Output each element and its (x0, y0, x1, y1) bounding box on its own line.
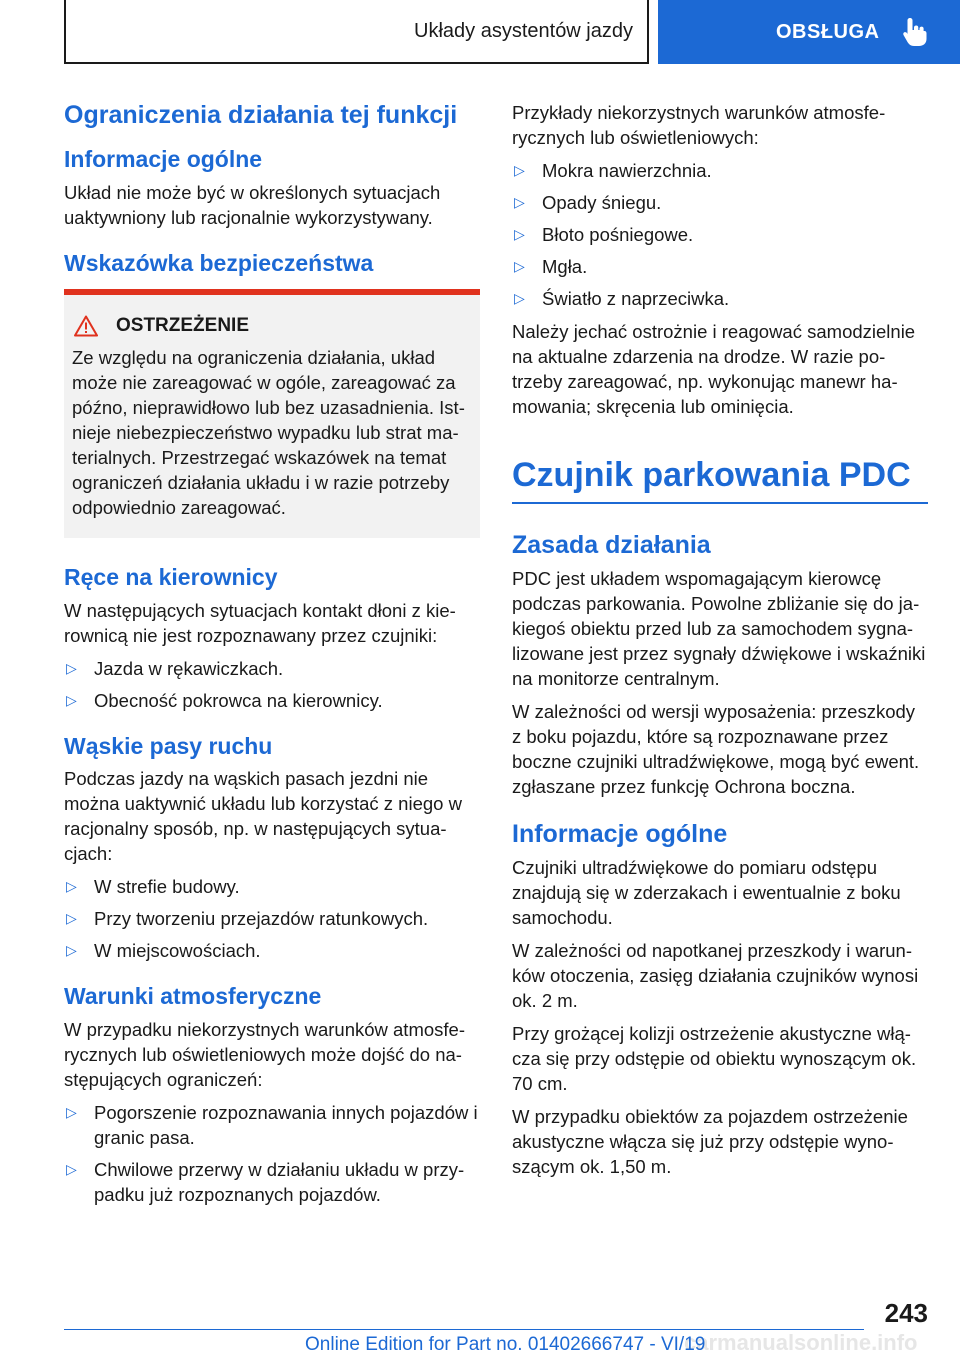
weather-examples-list (512, 158, 928, 311)
list-item: ▷ Mokra nawierzchnia. (514, 160, 712, 181)
list-item: ▷ Jazda w rękawiczkach. (66, 657, 284, 679)
bullet-triangle-icon: ▷ (66, 691, 77, 708)
page-number: 243 (884, 1298, 928, 1328)
subsection-title-pdc-general: Informacje ogólne (512, 819, 728, 848)
list-item: ▷ W strefie budowy. (66, 876, 240, 898)
chapter-title-pdc: Czujnik parkowania PDC (512, 456, 911, 494)
header-section-box (64, 0, 649, 64)
header-section-title: Układy asystentów jazdy (414, 19, 633, 42)
footer-edition: Online Edition for Part no. 01402666747 - VI/19 (305, 1334, 706, 1355)
narrow-lanes-text: Podczas jazdy na wąskich pasach jezdni nie można uaktywnić układu lub korzystać z niego w racjonalny sposób, np. w następujących sytuacjach: (64, 768, 462, 865)
weather-examples-intro: Przykłady niekorzystnych warunków atmosferycznych lub oświetleniowych: (512, 102, 886, 148)
subsection-title-narrow-lanes: Wąskie pasy ruchu (64, 732, 273, 759)
pdc-general-text-3: Przy grożącej kolizji ostrzeżenie akustyczne włącza się przy odstępie od obiektu wynoszącym ok. 70 cm. (512, 1022, 917, 1094)
left-column (64, 100, 480, 1215)
pdc-general-text-1: Czujniki ultradźwiękowe do pomiaru odstępu znajdują się w zderzakach i ewentualnie z boku samochodu. (512, 856, 901, 928)
principle-text-1: PDC jest układem wspomagającym kierowcę podczas parkowania. Powolne zbliżanie się do jakiegoś obiektu przed lub za samochodem sygnalizowane jest przez sygnały dźwiękowe i wskaźniki na monitorze centralnym. (512, 567, 926, 689)
header-chapter-title: OBSŁUGA (776, 20, 880, 43)
weather-advice-text: Należy jechać ostrożnie i reagować samodzielnie na aktualne zdarzenia na drodze. W razie potrzeby zareagować, np. wykonując manewr hamowania; skręcenia lub ominięcia. (512, 321, 916, 417)
right-column (512, 100, 928, 1187)
list-item: ▷ Światło z naprzeciwka. (514, 288, 730, 309)
bullet-triangle-icon: ▷ (66, 910, 77, 927)
list-item: ▷ Pogorszenie rozpoznawania innych pojazdów i granic pasa. (66, 1101, 478, 1148)
list-item: ▷ Błoto pośniegowe. (514, 224, 694, 245)
warning-header (72, 315, 472, 337)
warning-box (64, 289, 480, 538)
bullet-triangle-icon: ▷ (514, 258, 525, 274)
list-item: ▷ Obecność pokrowca na kierownicy. (66, 689, 383, 711)
list-item: ▷ Przy tworzeniu przejazdów ratunkowych. (66, 908, 429, 930)
list-item: ▷ Chwilowe przerwy w działaniu układu w przypadku już rozpoznanych pojazdów. (66, 1158, 465, 1205)
warning-text: Ze względu na ograniczenia działania, układ może nie zareagować w ogóle, zareagować za późno, nieprawidłowo lub bez uzasadnienia. Istnieje niebezpieczeństwo wypadku lub strat materialnych. Przestrzegać wskazówek na temat ograniczeń działania układu i w razie potrzeby odpowiednio zareagować. (72, 347, 465, 519)
narrow-lanes-list (64, 874, 480, 963)
bullet-triangle-icon: ▷ (514, 226, 525, 242)
header-chapter-tab[interactable] (658, 0, 960, 64)
watermark: carmanualsonline.info (684, 1330, 918, 1355)
chapter-title-rule (512, 502, 928, 504)
subsection-title-general: Informacje ogólne (64, 146, 263, 172)
general-info-text: Układ nie może być w określonych sytuacjach uaktywniony lub racjonalnie wykorzystywany. (64, 181, 441, 228)
bullet-triangle-icon: ▷ (514, 162, 525, 178)
pdc-general-text-4: W przypadku obiektów za pojazdem ostrzeżenie akustyczne włącza się już przy odstępie wynoszącym ok. 1,50 m. (512, 1105, 908, 1177)
hands-list (64, 656, 480, 713)
weather-text: W przypadku niekorzystnych warunków atmosferycznych lub oświetleniowych może dojść do następujących ograniczeń: (64, 1018, 465, 1090)
principle-text-2: W zależności od wersji wyposażenia: przeszkody z boku pojazdu, które są rozpoznawane przez boczne czujniki ultradźwiękowe, mogą być ewent. zgłaszane przez funkcję Ochrona boczna. (512, 700, 920, 797)
subsection-title-hands: Ręce na kierownicy (64, 564, 278, 591)
warning-title: OSTRZEŻENIE (116, 315, 250, 337)
hand-pointer-icon (902, 16, 928, 48)
weather-list (64, 1100, 480, 1207)
bullet-triangle-icon: ▷ (514, 194, 525, 210)
subsection-title-weather: Warunki atmosferyczne (64, 983, 322, 1010)
list-item: ▷ Mgła. (514, 256, 588, 277)
bullet-triangle-icon: ▷ (514, 290, 525, 306)
bullet-triangle-icon: ▷ (66, 878, 77, 895)
warning-triangle-icon (74, 315, 98, 337)
hands-text: W następujących sytuacjach kontakt dłoni z kierownicą nie jest rozpoznawany przez czujniki: (64, 599, 456, 646)
subsection-title-principle: Zasada działania (512, 530, 711, 559)
bullet-triangle-icon: ▷ (66, 942, 77, 959)
pdc-general-text-2: W zależności od napotkanej przeszkody i warunków otoczenia, zasięg działania czujników wynosi ok. 2 m. (512, 939, 919, 1011)
subsection-title-safety: Wskazówka bezpieczeństwa (64, 249, 374, 276)
section-title-limitations: Ograniczenia działania tej funkcji (64, 101, 458, 129)
bullet-triangle-icon: ▷ (66, 659, 77, 676)
list-item: ▷ Opady śniegu. (514, 192, 662, 213)
list-item: ▷ W miejscowościach. (66, 940, 261, 962)
bullet-triangle-icon: ▷ (66, 1103, 77, 1120)
bullet-triangle-icon: ▷ (66, 1160, 77, 1177)
